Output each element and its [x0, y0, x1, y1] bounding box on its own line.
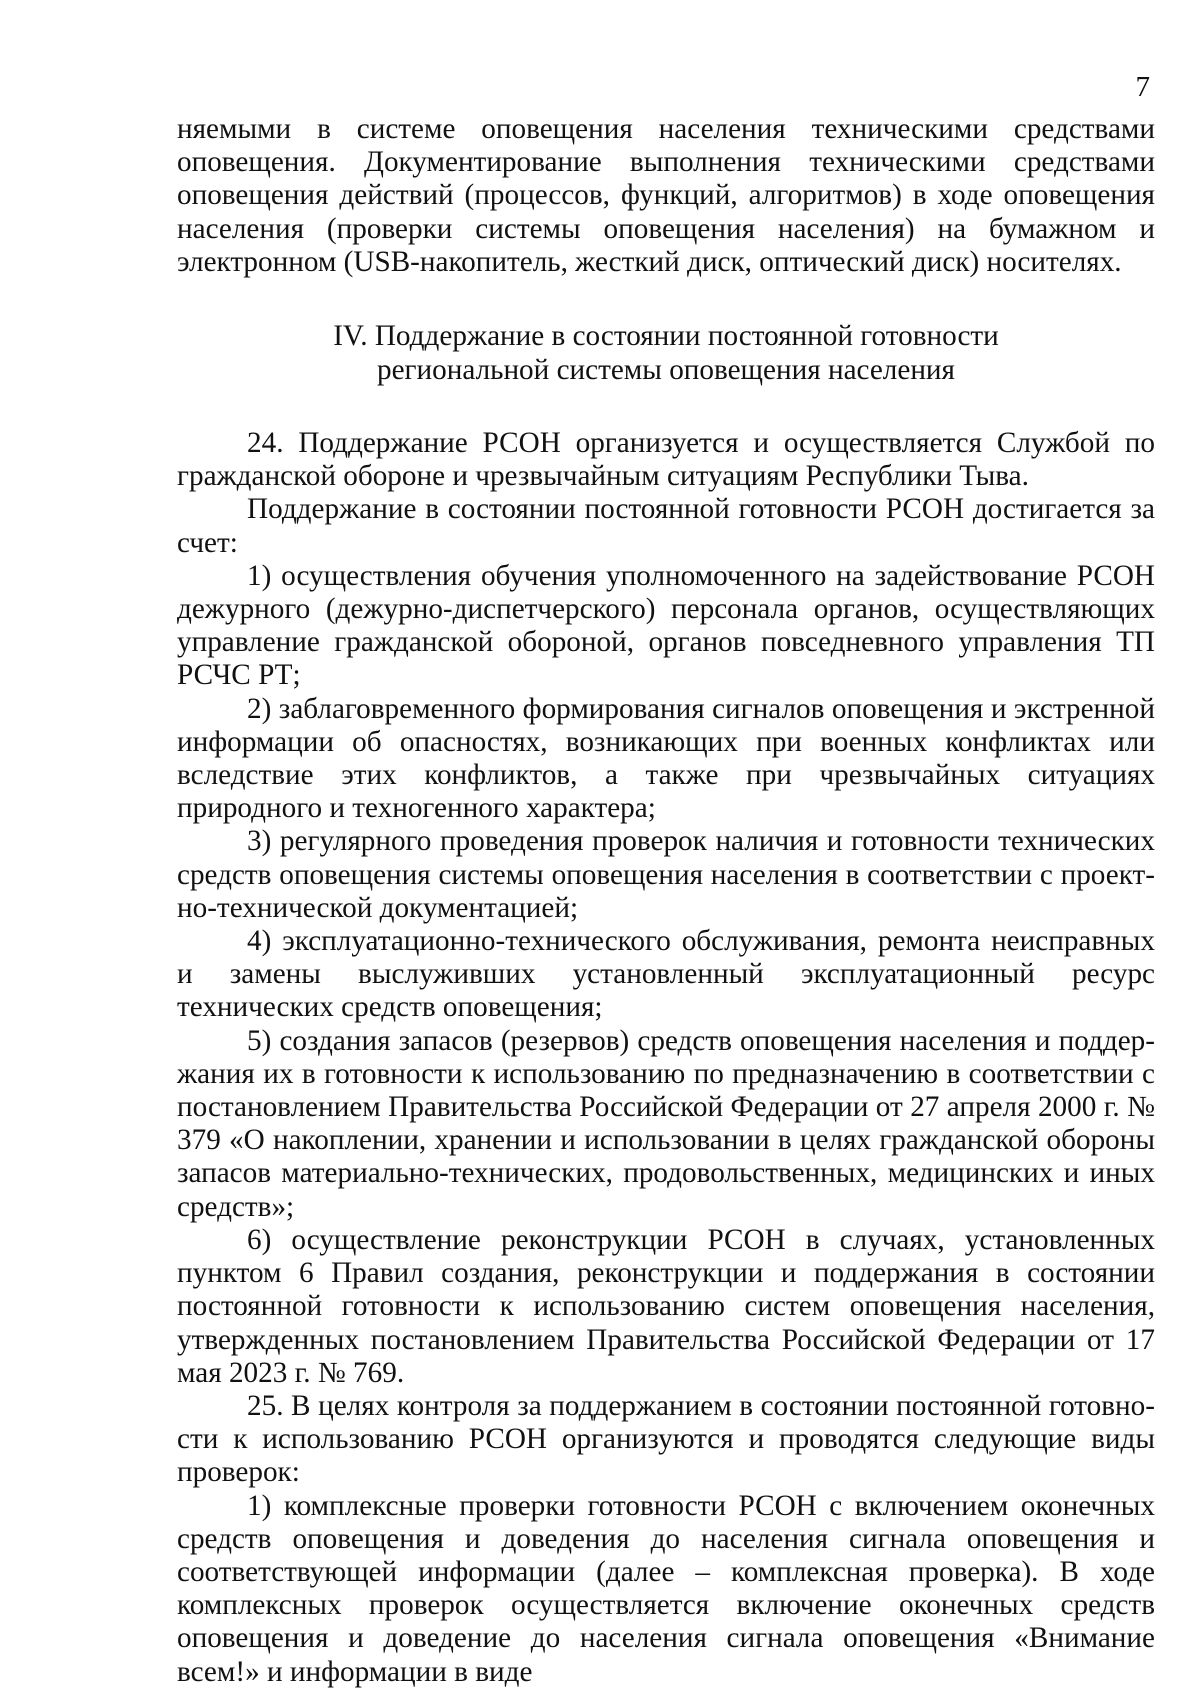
paragraph-25: 25. В целях контроля за поддержанием в состоянии постоянной готовности к использованию РСОН организуются и проводятся следующие виды проверок:	[177, 1389, 1155, 1489]
section-heading	[177, 279, 1155, 427]
list-item-5: 5) создания запасов (резервов) средств оповещения населения и поддержания их в готовности к использованию по предназначению в соответствии с постановлением Правительства Российской Федерации от 27 апреля 2000 г. № 379 «О накоплении, хранении и использовании в целях гражданской обороны запасов материально-технических, продовольственных, медицинских и иных средств»;	[177, 1024, 1155, 1223]
list-item-3: 3) регулярного проведения проверок наличия и готовности технических средств оповещения системы оповещения населения в соответствии с проектно-технической документацией;	[177, 825, 1155, 924]
check-item-1: 1) комплексные проверки готовности РСОН с включением оконечных средств оповещения и доведения до населения сигнала оповещения и соответствующей информации (далее – комплексная проверка). В ходе комплексных проверок осуществляется включение оконечных средств оповещения и доведение до населения сигнала оповещения «Внимание всем!» и информации в виде	[177, 1489, 1155, 1688]
section-heading-line-1: IV. Поддержание в состоянии постоянной готовности	[333, 320, 999, 353]
page-number: 7	[1135, 71, 1150, 103]
section-heading-line-2: региональной системы оповещения населения	[377, 354, 955, 387]
intro-paragraph: няемыми в системе оповещения населения техническими средствами оповещения. Документирование выполнения техническими средствами оповещения действий (процессов, функций, алгоритмов) в ходе оповещения населения (проверки системы оповещения населения) на бумажном и электронном (USB-накопитель, жесткий диск, оптический диск) носителях.	[177, 113, 1155, 278]
list-item-1: 1) осуществления обучения уполномоченного на задействование РСОН дежурного (дежурно-диспетчерского) персонала органов, осуществляющих управление гражданской обороной, органов повседневного управления ТП РСЧС РТ;	[177, 559, 1155, 692]
paragraph-readiness-intro: Поддержание в состоянии постоянной готовности РСОН достигается за счет:	[177, 493, 1155, 559]
list-item-4: 4) эксплуатационно-технического обслуживания, ремонта неисправных и замены выслуживших установленный эксплуатационный ресурс технических средств оповещения;	[177, 925, 1155, 1024]
document-body	[177, 113, 1155, 1689]
list-item-6: 6) осуществление реконструкции РСОН в случаях, установленных пунктом 6 Правил создания, реконструкции и поддержания в состоянии постоянной готовности к использованию систем оповещения населения, утвержденных постановлением Правительства Российской Федерации от 17 мая 2023 г. № 769.	[177, 1223, 1155, 1389]
paragraph-24: 24. Поддержание РСОН организуется и осуществляется Службой по гражданской обороне и чрезвычайным ситуациям Республики Тыва.	[177, 427, 1155, 493]
list-item-2: 2) заблаговременного формирования сигналов оповещения и экстренной информации об опасностях, возникающих при военных конфликтах или вследствие этих конфликтов, а также при чрезвычайных ситуациях природного и техногенного характера;	[177, 692, 1155, 825]
